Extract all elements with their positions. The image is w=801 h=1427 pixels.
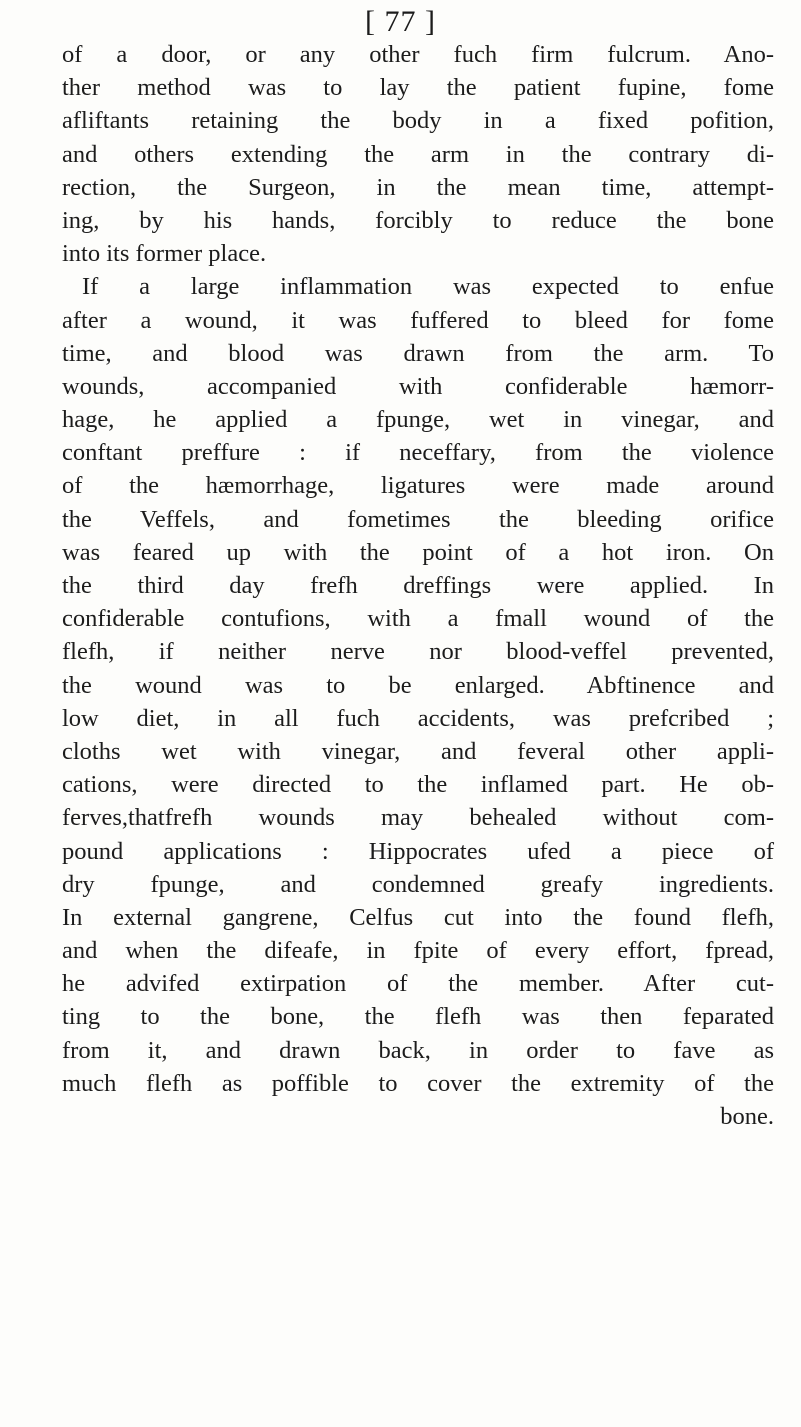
text-line: hage, he applied a fpunge, wet in vinegar, and — [62, 406, 774, 434]
text-line: much flefh as poffible to cover the extremity of the — [62, 1069, 774, 1097]
body-text — [62, 38, 774, 1133]
text-line: the Veffels, and fometimes the bleeding orifice — [62, 505, 774, 533]
text-line: low diet, in all fuch accidents, was prefcribed ; — [62, 704, 774, 732]
text-line: ferves,thatfrefh wounds may behealed without com- — [62, 804, 774, 832]
text-line: of a door, or any other fuch firm fulcrum. Ano- — [62, 41, 774, 68]
text-line: cations, were directed to the inflamed part. He ob- — [62, 771, 774, 799]
text-line: he advifed extirpation of the member. After cut- — [62, 970, 774, 998]
text-line: flefh, if neither nerve nor blood-veffel prevented, — [62, 638, 774, 666]
paragraph-start-line: If a large inflammation was expected to enfue — [82, 273, 774, 301]
text-line: In external gangrene, Celfus cut into the found flefh, — [62, 903, 774, 931]
text-line: rection, the Surgeon, in the mean time, attempt- — [62, 173, 774, 201]
text-line: pound applications : Hippocrates ufed a piece of — [62, 837, 774, 865]
text-line: ther method was to lay the patient fupine, fome — [62, 74, 774, 102]
text-line: wounds, accompanied with confiderable hæmorr- — [62, 372, 774, 400]
text-line: ing, by his hands, forcibly to reduce the bone — [62, 206, 774, 234]
text-line: was feared up with the point of a hot iron. On — [62, 538, 774, 566]
text-line: the third day frefh dreffings were applied. In — [62, 572, 774, 599]
text-line: of the hæmorrhage, ligatures were made around — [62, 472, 774, 500]
catchword: bone. — [720, 1103, 774, 1130]
text-line: confiderable contufions, with a fmall wound of the — [62, 605, 774, 633]
text-line: ting to the bone, the flefh was then feparated — [62, 1003, 774, 1031]
text-line: dry fpunge, and condemned greafy ingredients. — [62, 870, 774, 898]
text-line: into its former place. — [62, 240, 267, 268]
text-line: the wound was to be enlarged. Abftinence and — [62, 671, 774, 699]
text-line: after a wound, it was fuffered to bleed for fome — [62, 306, 774, 334]
text-line: from it, and drawn back, in order to fave as — [62, 1036, 774, 1064]
text-line: afliftants retaining the body in a fixed pofition, — [62, 107, 774, 135]
text-line: and others extending the arm in the contrary di- — [62, 140, 774, 168]
page-number: [ 77 ] — [365, 5, 436, 38]
text-line: conftant preffure : if neceffary, from the violence — [62, 439, 774, 467]
text-line: and when the difeafe, in fpite of every effort, fpread, — [62, 937, 774, 965]
text-line: cloths wet with vinegar, and feveral other appli- — [62, 737, 774, 765]
text-line: time, and blood was drawn from the arm. To — [62, 339, 774, 367]
